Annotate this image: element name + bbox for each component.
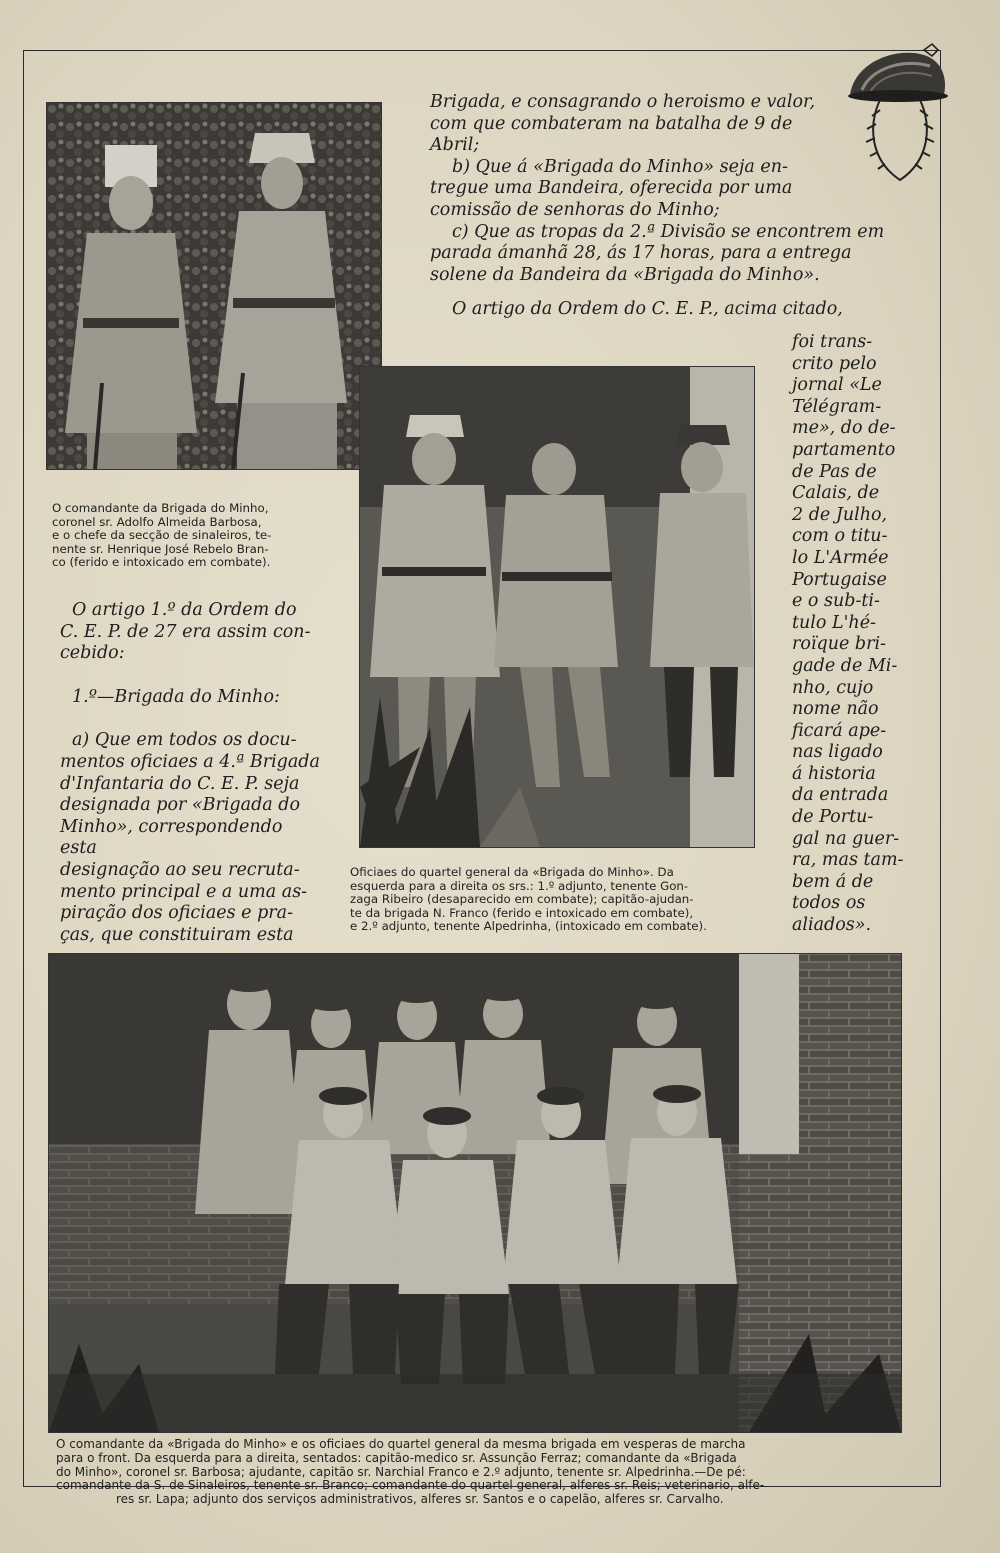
text-line: de Pas de bbox=[792, 461, 877, 482]
caption-three-officers bbox=[350, 866, 768, 934]
text-line: ficará ape- bbox=[792, 720, 887, 741]
text-line: da entrada bbox=[792, 785, 889, 806]
text-line: nome não bbox=[792, 699, 879, 720]
text-line: piração dos oficiaes e pra- bbox=[60, 903, 293, 924]
caption-line: e 2.º adjunto, tenente Alpedrinha, (intoxicado em combate). bbox=[350, 919, 707, 934]
text-line: nas ligado bbox=[792, 742, 883, 763]
text-line: Portugaise bbox=[792, 569, 887, 590]
caption-line: O comandante da «Brigada do Minho» e os oficiaes do quartel general da mesma brigada em vesperas de marcha bbox=[56, 1437, 746, 1451]
left-text-block bbox=[60, 600, 322, 946]
text-line: mentos oficiaes a 4.ª Brigada bbox=[60, 751, 320, 772]
photo-three-officers bbox=[359, 366, 755, 848]
text-line: b) Que á «Brigada do Minho» seja en- bbox=[452, 156, 788, 177]
text-line: c) Que as tropas da 2.ª Divisão se encontrem em bbox=[452, 221, 885, 242]
text-line: aliados». bbox=[792, 915, 872, 936]
caption-line: do Minho», coronel sr. Barbosa; ajudante, capitão sr. Narchial Franco e 2.º adjunto, tenente sr. Alpedrinha.—De pé: bbox=[56, 1464, 746, 1479]
photo-two-officers bbox=[46, 102, 382, 470]
text-line: Abril; bbox=[430, 135, 480, 156]
text-line: todos os bbox=[792, 893, 866, 914]
text-line: a) Que em todos os docu- bbox=[72, 730, 297, 751]
text-line: Minho», correspondendo esta bbox=[60, 816, 283, 859]
caption-line: esquerda para a direita os srs.: 1.º adjunto, tenente Gon- bbox=[350, 878, 689, 893]
caption-line: comandante da S. de Sinaleiros, tenente sr. Branco; comandante do quartel general, alferes sr. Reis; veterinario, alfe- bbox=[56, 1478, 765, 1493]
text-line: á historia bbox=[792, 763, 876, 784]
text-line: C. E. P. de 27 era assim con- bbox=[60, 621, 311, 642]
text-line: com o titu- bbox=[792, 526, 888, 547]
text-line: crito pelo bbox=[792, 353, 877, 374]
caption-two-officers bbox=[52, 502, 314, 570]
top-right-text bbox=[430, 92, 906, 321]
text-line: solene da Bandeira da «Brigada do Minho». bbox=[430, 264, 820, 285]
text-line: de Portu- bbox=[792, 807, 874, 828]
text-line: gade de Mi- bbox=[792, 655, 898, 676]
text-line: mento principal e a uma as- bbox=[60, 881, 308, 902]
text-line: roïque bri- bbox=[792, 634, 886, 655]
section-heading: 1.º—Brigada do Minho: bbox=[72, 686, 280, 707]
caption-line: coronel sr. Adolfo Almeida Barbosa, bbox=[52, 514, 262, 529]
text-line: Télégram- bbox=[792, 396, 882, 417]
caption-line: Oficiaes do quartel general da «Brigada do Minho». Da bbox=[350, 865, 674, 879]
caption-line: e o chefe da secção de sinaleiros, te- bbox=[52, 528, 272, 543]
caption-line: nente sr. Henrique José Rebelo Bran- bbox=[52, 541, 269, 556]
article-intro: O artigo da Ordem do C. E. P., acima citado, bbox=[452, 299, 843, 320]
text-line: Brigada, e consagrando o heroismo e valor, bbox=[430, 92, 816, 112]
text-line: foi trans- bbox=[792, 332, 873, 352]
text-line: 2 de Julho, bbox=[792, 504, 888, 525]
text-line: partamento bbox=[792, 439, 896, 460]
text-line: lo L'Armée bbox=[792, 547, 889, 568]
text-line: nho, cujo bbox=[792, 677, 874, 698]
narrow-column-text bbox=[792, 332, 910, 937]
text-line: ças, que constituiram esta bbox=[60, 924, 294, 945]
text-line: comissão de senhoras do Minho; bbox=[430, 199, 720, 220]
caption-line: res sr. Lapa; adjunto dos serviços administrativos, alferes sr. Santos e o capelão, alferes sr. Carvalho. bbox=[116, 1492, 724, 1507]
caption-line: zaga Ribeiro (desaparecido em combate); capitão-ajudan- bbox=[350, 892, 694, 907]
photo-group-officers bbox=[48, 953, 902, 1433]
text-line: tulo L'hé- bbox=[792, 612, 876, 633]
text-line: me», do de- bbox=[792, 418, 896, 439]
text-line: O artigo 1.º da Ordem do bbox=[72, 600, 297, 620]
caption-line: O comandante da Brigada do Minho, bbox=[52, 501, 269, 515]
caption-line: te da brigada N. Franco (ferido e intoxicado em combate), bbox=[350, 905, 694, 920]
text-line: com que combateram na batalha de 9 de bbox=[430, 113, 793, 134]
caption-line: co (ferido e intoxicado em combate). bbox=[52, 555, 271, 570]
text-line: Calais, de bbox=[792, 483, 880, 504]
text-line: tregue uma Bandeira, oferecida por uma bbox=[430, 178, 793, 199]
text-line: gal na guer- bbox=[792, 828, 900, 849]
text-line: parada ámanhã 28, ás 17 horas, para a entrega bbox=[430, 243, 852, 264]
text-line: d'Infantaria do C. E. P. seja bbox=[60, 773, 300, 794]
text-line: jornal «Le bbox=[792, 375, 882, 396]
caption-group-officers bbox=[56, 1438, 906, 1507]
caption-line: para o front. Da esquerda para a direita, sentados: capitão-medico sr. Assunção Ferraz; comandante da «Brigada bbox=[56, 1450, 737, 1465]
text-line: e o sub-ti- bbox=[792, 591, 880, 612]
text-line: designada por «Brigada do bbox=[60, 795, 301, 816]
text-line: cebido: bbox=[60, 643, 125, 664]
text-line: ra, mas tam- bbox=[792, 850, 904, 871]
text-line: bem á de bbox=[792, 871, 874, 892]
text-line: designação ao seu recruta- bbox=[60, 859, 300, 880]
